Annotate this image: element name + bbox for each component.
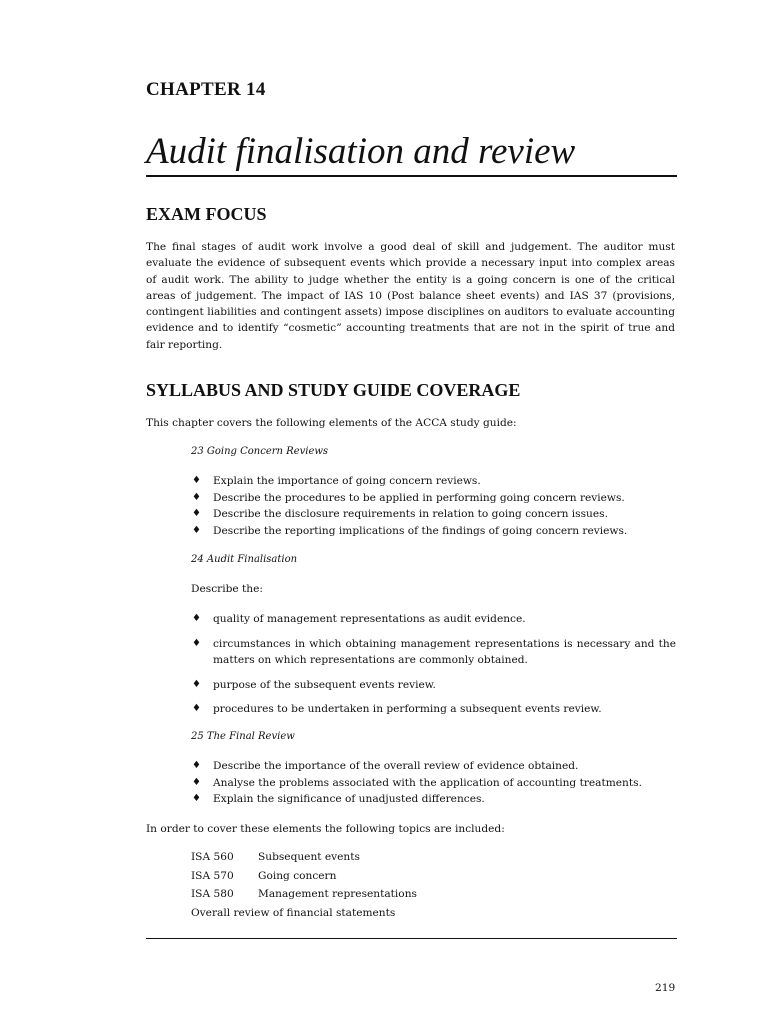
topic-code: ISA 580	[191, 888, 234, 901]
diamond-bullet-icon: ♦	[192, 637, 201, 649]
section-25-list	[191, 758, 676, 808]
section-25-title: 25 The Final Review	[191, 731, 295, 742]
diamond-bullet-icon: ♦	[192, 613, 201, 624]
list-item: ♦ Explain the significance of unadjusted differences.	[191, 791, 676, 808]
topic-code: ISA 570	[191, 869, 234, 882]
syllabus-heading: SYLLABUS AND STUDY GUIDE COVERAGE	[146, 380, 521, 400]
title-divider	[146, 175, 677, 177]
diamond-bullet-icon: ♦	[192, 793, 201, 804]
exam-focus-heading: EXAM FOCUS	[146, 204, 267, 224]
chapter-title: Audit finalisation and review	[146, 131, 576, 172]
section-23-list	[191, 473, 676, 539]
diamond-bullet-icon: ♦	[192, 475, 201, 486]
topic-name: Subsequent events	[258, 851, 360, 863]
section-24-list	[191, 611, 676, 726]
topic-row	[191, 868, 631, 887]
section-24-title: 24 Audit Finalisation	[191, 554, 298, 565]
diamond-bullet-icon: ♦	[192, 760, 201, 771]
list-item: ♦ Describe the procedures to be applied in performing going concern reviews.	[191, 490, 676, 507]
list-item: ♦ purpose of the subsequent events review.	[191, 677, 676, 694]
list-item: ♦ Describe the importance of the overall review of evidence obtained.	[191, 758, 676, 775]
diamond-bullet-icon: ♦	[192, 508, 201, 519]
exam-focus-paragraph: The final stages of audit work involve a good deal of skill and judgement. The auditor must evaluate the evidence of subsequent events which provide a necessary input into complex areas of audit work. The ability to judge whether the entity is a going concern is one of the critical areas of judgement. The impact of IAS 10 (Post balance sheet events) and IAS 37 (provisions, contingent liabilities and contingent assets) impose disciplines on auditors to evaluate accounting evidence and to identify “cosmetic” accounting treatments that are not in the spirit of true and fair reporting.	[146, 241, 675, 351]
topic-row	[191, 886, 631, 905]
syllabus-intro: This chapter covers the following elements of the ACCA study guide:	[146, 417, 517, 429]
chapter-label: CHAPTER 14	[146, 79, 266, 100]
list-item: ♦ circumstances in which obtaining management representations is necessary and the matters on which representations are commonly obtained.	[192, 637, 676, 666]
list-item: ♦ Describe the reporting implications of the findings of going concern reviews.	[191, 523, 676, 540]
topic-name: Management representations	[258, 888, 417, 901]
diamond-bullet-icon: ♦	[192, 776, 201, 788]
topics-table	[191, 849, 631, 923]
footer-divider	[146, 938, 677, 939]
page-number: 219	[655, 982, 676, 994]
list-item: ♦ quality of management representations as audit evidence.	[191, 611, 676, 628]
diamond-bullet-icon: ♦	[192, 703, 201, 714]
diamond-bullet-icon: ♦	[192, 524, 201, 536]
list-item: ♦ Analyse the problems associated with the application of accounting treatments.	[191, 775, 676, 792]
topic-name: Going concern	[258, 869, 337, 882]
topic-row	[191, 849, 631, 868]
list-item: ♦ Explain the importance of going concern reviews.	[191, 473, 676, 490]
topics-intro: In order to cover these elements the following topics are included:	[146, 823, 505, 835]
list-item: ♦ procedures to be undertaken in performing a subsequent events review.	[191, 701, 676, 718]
section-24-lead: Describe the:	[191, 583, 263, 595]
diamond-bullet-icon: ♦	[192, 678, 201, 690]
diamond-bullet-icon: ♦	[192, 491, 201, 503]
section-23-title: 23 Going Concern Reviews	[191, 446, 329, 457]
list-item: ♦ Describe the disclosure requirements in relation to going concern issues.	[191, 506, 676, 523]
topic-extra: Overall review of financial statements	[191, 906, 396, 919]
topic-code: ISA 560	[191, 851, 234, 863]
